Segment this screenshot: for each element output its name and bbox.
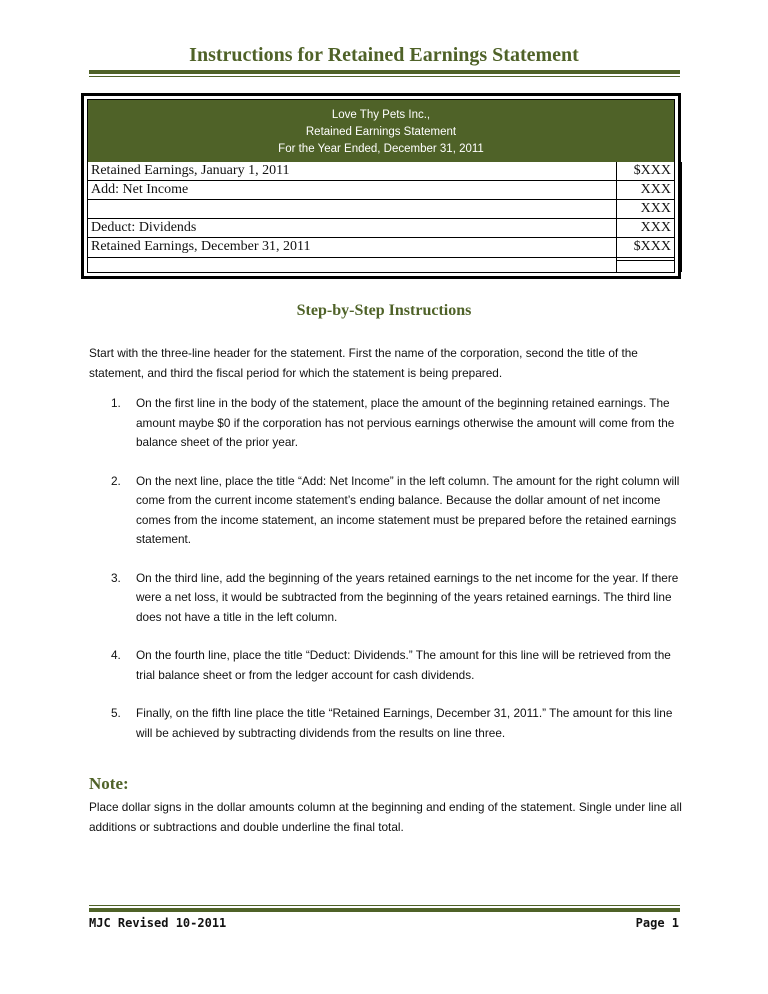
statement-row bbox=[88, 200, 674, 218]
statement-row bbox=[88, 261, 674, 279]
statement-title: Retained Earnings Statement bbox=[305, 126, 457, 138]
statement-row bbox=[88, 238, 674, 256]
row-amount: XXX bbox=[640, 220, 671, 235]
list-item bbox=[89, 569, 687, 628]
statement-period: For the Year Ended, December 31, 2011 bbox=[278, 143, 484, 155]
row-amount: XXX bbox=[640, 201, 671, 216]
step-number: 1. bbox=[111, 396, 121, 410]
list-item bbox=[89, 704, 687, 743]
page-title: Instructions for Retained Earnings Statement bbox=[189, 44, 579, 66]
row-label: Retained Earnings, January 1, 2011 bbox=[91, 163, 290, 178]
step-number: 4. bbox=[111, 648, 121, 662]
statement-row bbox=[88, 219, 674, 237]
title-rule-thin bbox=[89, 76, 680, 77]
footer-page-number: Page 1 bbox=[635, 916, 679, 930]
section-title: Step-by-Step Instructions bbox=[296, 302, 472, 319]
steps-list bbox=[89, 394, 687, 762]
row-label: Add: Net Income bbox=[91, 182, 189, 197]
list-item bbox=[89, 472, 687, 550]
row-amount: XXX bbox=[640, 182, 671, 197]
step-text: On the fourth line, place the title “Deduct: Dividends.” The amount for this line will be retrieved from the trial balance sheet or from the ledger account for cash dividends. bbox=[136, 648, 671, 682]
row-label: Deduct: Dividends bbox=[91, 220, 197, 235]
statement-row bbox=[88, 181, 674, 199]
step-text: On the third line, add the beginning of the years retained earnings to the net income for the year. If there were a net loss, it would be subtracted from the beginning of the years retained earnings. The third line does not have a title in the left column. bbox=[136, 570, 679, 624]
company-name: Love Thy Pets Inc., bbox=[331, 109, 431, 121]
step-number: 3. bbox=[111, 570, 121, 585]
statement-header bbox=[88, 100, 674, 162]
step-text: On the first line in the body of the statement, place the amount of the beginning retained earnings. The amount maybe $0 if the corporation has not pervious earnings otherwise the amount will come from the balance sheet of the prior year. bbox=[136, 396, 675, 449]
row-label: Retained Earnings, December 31, 2011 bbox=[91, 239, 311, 254]
step-number: 5. bbox=[111, 706, 121, 720]
statement-row bbox=[88, 162, 674, 180]
title-rule-thick bbox=[89, 70, 680, 74]
note-title: Note: bbox=[89, 774, 129, 793]
row-amount: $XXX bbox=[633, 163, 671, 178]
list-item bbox=[89, 646, 687, 685]
intro-paragraph: Start with the three-line header for the statement. First the name of the corporation, second the title of the statement, and third the fiscal period for which the statement is being prepared. bbox=[89, 346, 638, 380]
footer-rule-thick bbox=[89, 908, 680, 912]
row-divider bbox=[88, 257, 674, 258]
footer-revision: MJC Revised 10-2011 bbox=[89, 916, 227, 930]
step-text: On the next line, place the title “Add: Net Income” in the left column. The amount for the right column will come from the current income statement’s ending balance. Because the dollar amount of net income comes from the income statement, an income statement must be prepared before the retained earnings statement. bbox=[136, 473, 680, 546]
column-divider-right bbox=[681, 162, 682, 272]
step-number: 2. bbox=[111, 473, 121, 488]
list-item bbox=[89, 394, 687, 453]
statement-table bbox=[81, 93, 681, 279]
step-text: Finally, on the fifth line place the title “Retained Earnings, December 31, 2011.” The amount for this line will be achieved by subtracting dividends from the results on line three. bbox=[136, 706, 673, 740]
statement-inner bbox=[87, 99, 675, 273]
footer-rule-thin bbox=[89, 905, 680, 906]
row-amount: $XXX bbox=[633, 239, 671, 254]
note-text: Place dollar signs in the dollar amounts column at the beginning and ending of the statement. Single under line all additions or subtractions and double underline the final total. bbox=[89, 800, 682, 834]
